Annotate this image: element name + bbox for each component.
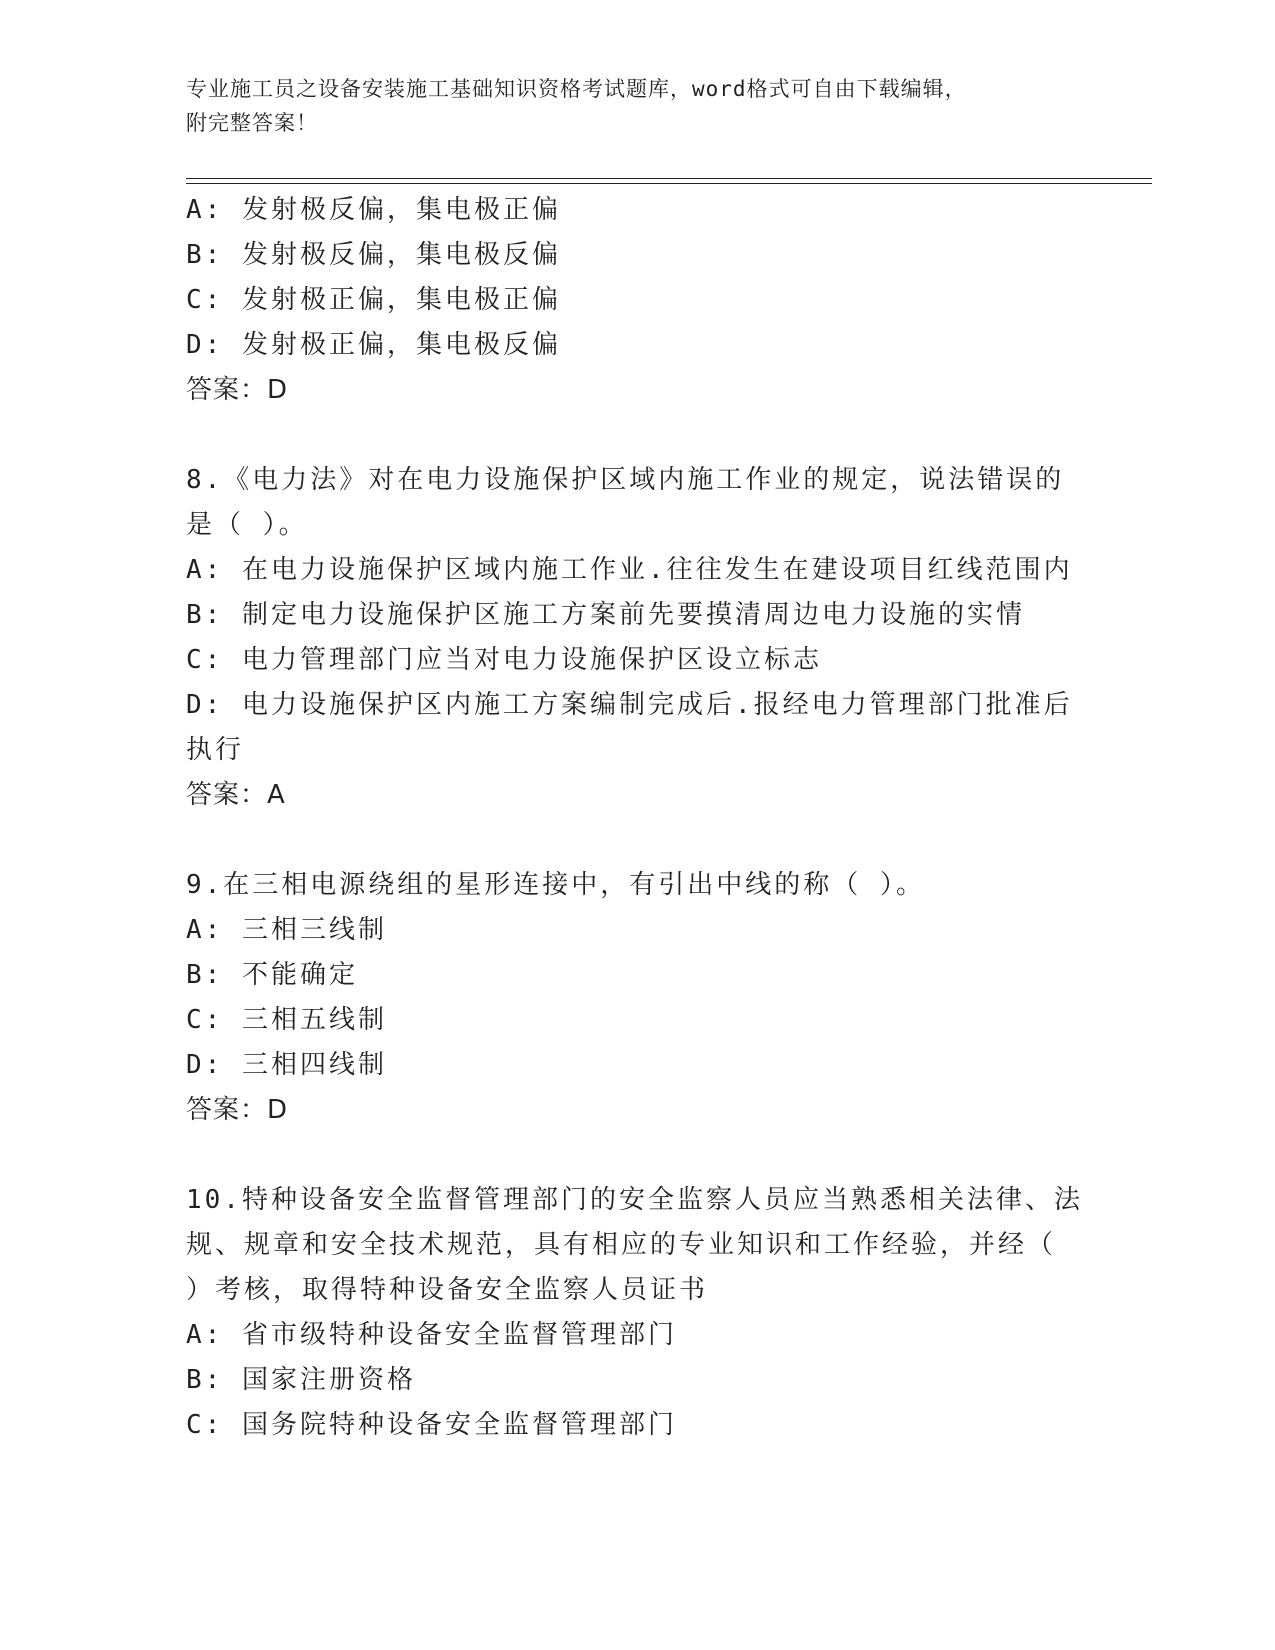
option-a: A: 省市级特种设备安全监督管理部门 (186, 1320, 677, 1350)
option-d-line-2: 执行 (186, 735, 245, 765)
question-10 (186, 1178, 1086, 1448)
option-c: C: 电力管理部门应当对电力设施保护区设立标志 (186, 645, 822, 675)
spacer (186, 413, 1086, 458)
option-c: C: 发射极正偏，集电极正偏 (186, 285, 561, 315)
question-stem-line-3: ）考核，取得特种设备安全监察人员证书 (186, 1275, 709, 1305)
answer-label: 答案：A (186, 780, 286, 810)
question-list (186, 188, 1086, 1448)
question-stem-line-2: 是（ ）。 (186, 510, 308, 540)
option-a: A: 发射极反偏，集电极正偏 (186, 195, 561, 225)
question-7 (186, 188, 1086, 413)
option-b: B: 发射极反偏，集电极反偏 (186, 240, 561, 270)
question-stem: 9.在三相电源绕组的星形连接中，有引出中线的称（ ）。 (186, 870, 925, 900)
option-d: D: 发射极正偏，集电极反偏 (186, 330, 561, 360)
question-stem-line-2: 规、规章和安全技术规范，具有相应的专业知识和工作经验，并经（ (186, 1230, 1057, 1260)
header-divider-bottom (186, 183, 1152, 184)
answer-label: 答案：D (186, 1095, 289, 1125)
option-d-line-1: D: 电力设施保护区内施工方案编制完成后.报经电力管理部门批准后 (186, 690, 1073, 720)
header-divider-top (186, 178, 1152, 179)
option-d: D: 三相四线制 (186, 1050, 387, 1080)
header-line-1: 专业施工员之设备安装施工基础知识资格考试题库，word格式可自由下载编辑， (186, 77, 967, 101)
option-a: A: 在电力设施保护区域内施工作业.往往发生在建设项目红线范围内 (186, 555, 1073, 585)
option-c: C: 三相五线制 (186, 1005, 387, 1035)
option-b: B: 制定电力设施保护区施工方案前先要摸清周边电力设施的实情 (186, 600, 1025, 630)
question-stem-line-1: 10.特种设备安全监督管理部门的安全监察人员应当熟悉相关法律、法 (186, 1185, 1083, 1215)
option-c: C: 国务院特种设备安全监督管理部门 (186, 1410, 677, 1440)
spacer (186, 1133, 1086, 1178)
option-b: B: 国家注册资格 (186, 1365, 416, 1395)
header-line-2: 附完整答案！ (186, 111, 318, 135)
option-a: A: 三相三线制 (186, 915, 387, 945)
option-b: B: 不能确定 (186, 960, 358, 990)
question-9 (186, 863, 1086, 1133)
answer-label: 答案：D (186, 375, 289, 405)
question-8 (186, 458, 1086, 818)
spacer (186, 818, 1086, 863)
question-stem-line-1: 8.《电力法》对在电力设施保护区域内施工作业的规定，说法错误的 (186, 465, 1065, 495)
document-header (186, 72, 1086, 140)
